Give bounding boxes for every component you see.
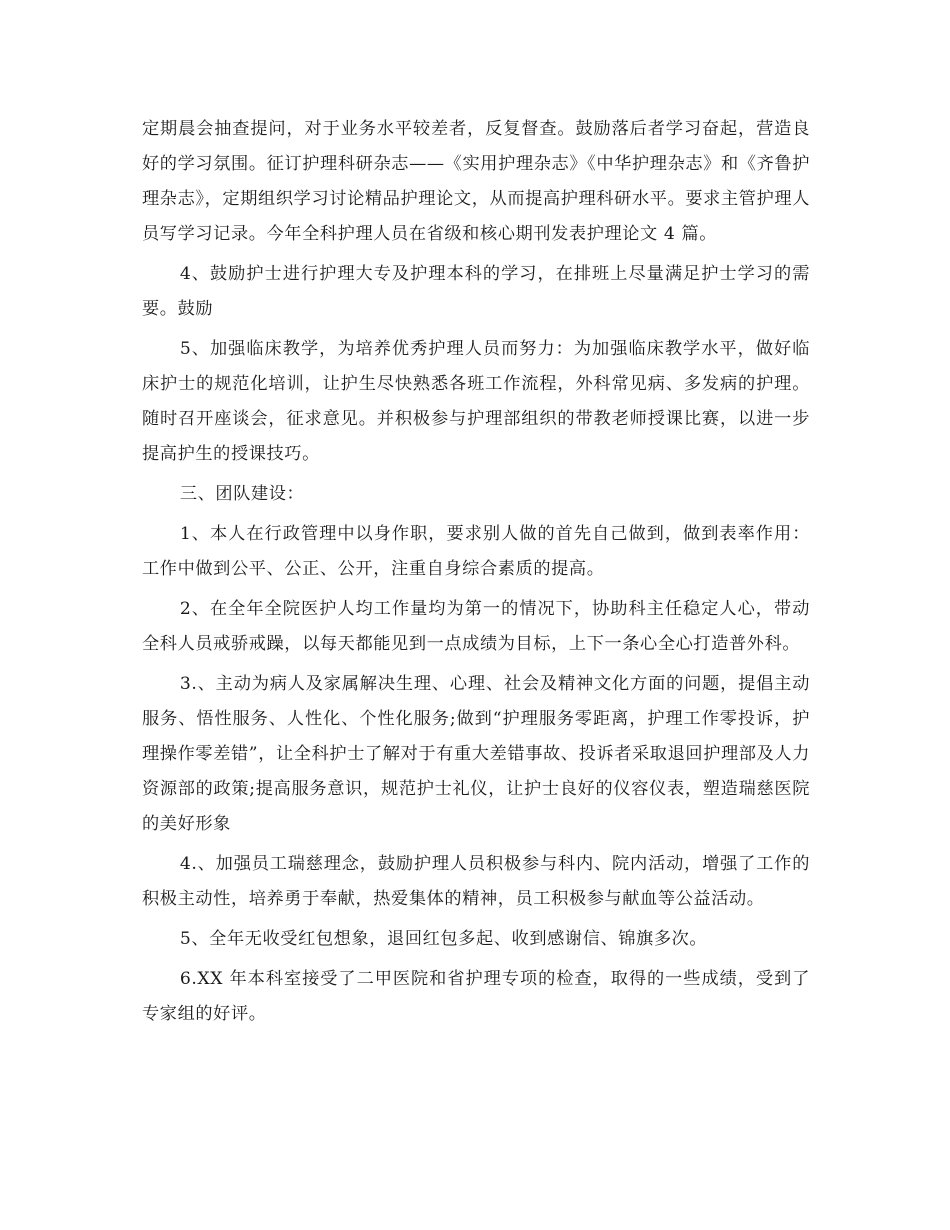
paragraph-item-5-clinical-teaching: 5、加强临床教学，为培养优秀护理人员而努力：为加强临床教学水平，做好临床护士的规范化培训，让护生尽快熟悉各班工作流程，外科常见病、多发病的护理。随时召开座谈会，征求意见。并积极参与护理部组织的带教老师授课比赛，以进一步提高护生的授课技巧。 bbox=[142, 339, 810, 464]
paragraph-team-item-6: 6.XX 年本科室接受了二甲医院和省护理专项的检查，取得的一些成绩，受到了专家组的好评。 bbox=[142, 969, 810, 1024]
section-heading-team-building: 三、团队建设： bbox=[179, 484, 305, 504]
paragraph-item-4-education: 4、鼓励护士进行护理大专及护理本科的学习，在排班上尽量满足护士学习的需要。鼓励 bbox=[142, 264, 810, 319]
paragraph-team-item-1: 1、本人在行政管理中以身作职，要求别人做的首先自己做到，做到表率作用：工作中做到公平、公正、公开，注重自身综合素质的提高。 bbox=[142, 524, 810, 579]
paragraph-team-item-4: 4.、加强员工瑞慈理念，鼓励护理人员积极参与科内、院内活动，增强了工作的积极主动性，培养勇于奉献，热爱集体的精神，员工积极参与献血等公益活动。 bbox=[142, 854, 810, 909]
paragraph-team-item-2: 2、在全年全院医护人均工作量均为第一的情况下，协助科主任稳定人心，带动全科人员戒骄戒躁，以每天都能见到一点成绩为目标，上下一条心全心打造普外科。 bbox=[142, 599, 810, 654]
paragraph-team-item-3: 3.、主动为病人及家属解决生理、心理、社会及精神文化方面的问题，提倡主动服务、悟性服务、人性化、个性化服务;做到“护理服务零距离，护理工作零投诉，护理操作零差错”，让全科护士了解对于有重大差错事故、投诉者采取退回护理部及人力资源部的政策;提高服务意识，规范护士礼仪，让护士良好的仪容仪表，塑造瑞慈医院的美好形象 bbox=[142, 674, 810, 834]
paragraph-study-atmosphere: 定期晨会抽查提问，对于业务水平较差者，反复督查。鼓励落后者学习奋起，营造良好的学习氛围。征订护理科研杂志——《实用护理杂志》《中华护理杂志》和《齐鲁护理杂志》，定期组织学习讨论精品护理论文，从而提高护理科研水平。要求主管护理人员写学习记录。今年全科护理人员在省级和核心期刊发表护理论文 4 篇。 bbox=[142, 119, 810, 244]
paragraph-team-item-5: 5、全年无收受红包想象，退回红包多起、收到感谢信、锦旗多次。 bbox=[179, 929, 708, 949]
document-body bbox=[142, 112, 810, 1032]
